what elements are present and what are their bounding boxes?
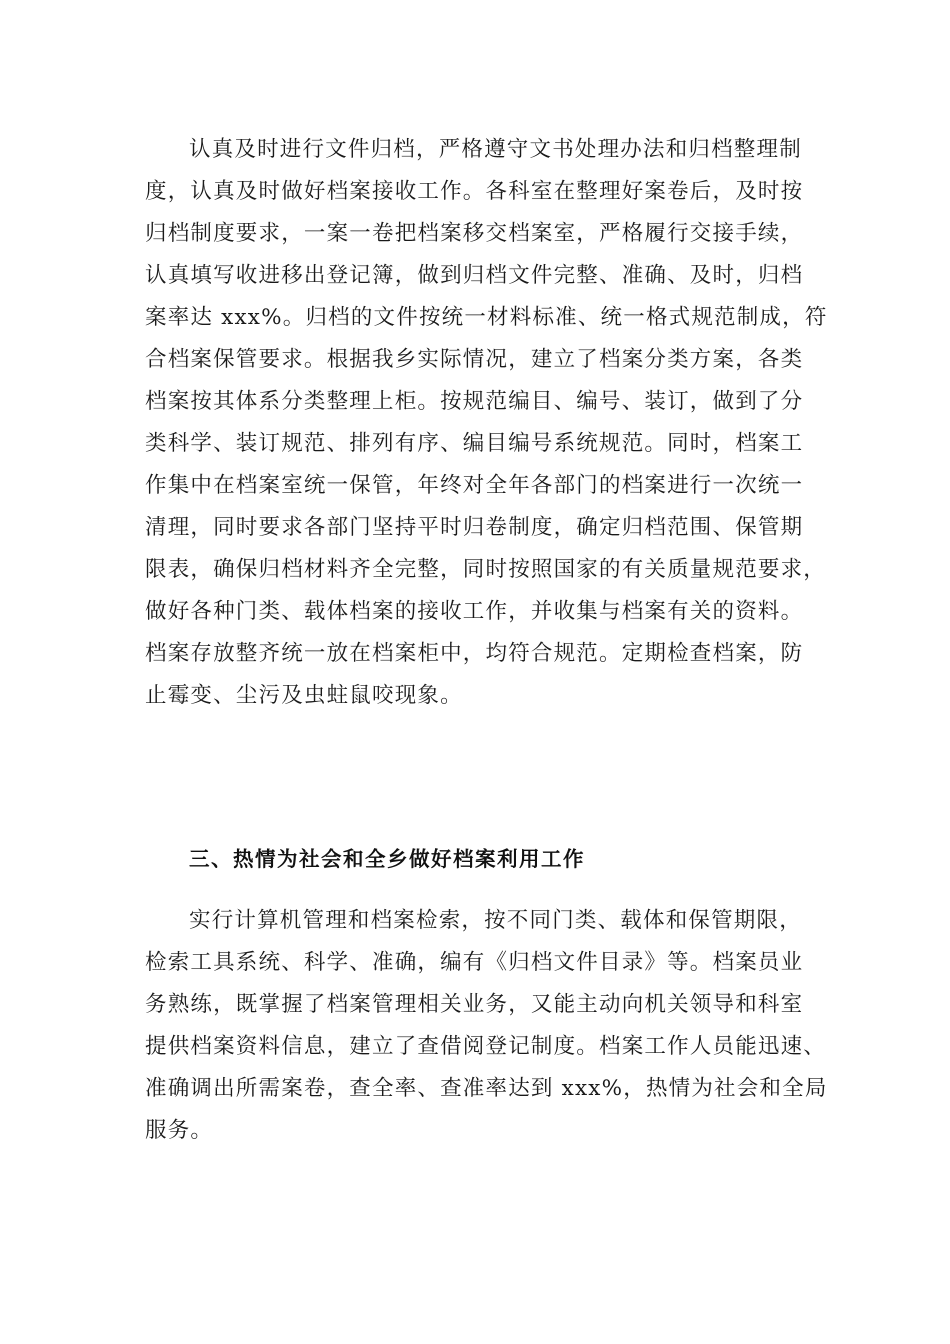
paragraph-line: 案率达 xxx%。归档的文件按统一材料标准、统一格式规范制成，符 <box>145 305 828 330</box>
paragraph-line: 认真填写收进移出登记簿，做到归档文件完整、准确、及时，归档 <box>145 263 804 288</box>
paragraph-line: 认真及时进行文件归档，严格遵守文书处理办法和归档整理制 <box>189 137 802 162</box>
paragraph-line: 度，认真及时做好档案接收工作。各科室在整理好案卷后，及时按 <box>145 179 804 204</box>
paragraph-line: 类科学、装订规范、排列有序、编目编号系统规范。同时，档案工 <box>145 431 804 456</box>
paragraph-line: 档案按其体系分类整理上柜。按规范编目、编号、装订，做到了分 <box>145 389 804 414</box>
paragraph-line: 提供档案资料信息，建立了查借阅登记制度。档案工作人员能迅速、 <box>145 1034 827 1059</box>
paragraph-line: 止霉变、尘污及虫蛀鼠咬现象。 <box>145 683 463 708</box>
paragraph-line: 做好各种门类、载体档案的接收工作，并收集与档案有关的资料。 <box>145 599 804 624</box>
section-heading: 三、热情为社会和全乡做好档案利用工作 <box>189 847 585 871</box>
paragraph-line: 清理，同时要求各部门坚持平时归卷制度，确定归档范围、保管期 <box>145 515 804 540</box>
paragraph-line: 作集中在档案室统一保管，年终对全年各部门的档案进行一次统一 <box>145 473 804 498</box>
paragraph-utilization <box>145 900 828 1152</box>
paragraph-line: 服务。 <box>145 1118 214 1143</box>
paragraph-archiving <box>145 129 828 717</box>
paragraph-line: 准确调出所需案卷，查全率、查准率达到 xxx%，热情为社会和全局 <box>145 1076 828 1101</box>
paragraph-line: 务熟练，既掌握了档案管理相关业务，又能主动向机关领导和科室 <box>145 992 804 1017</box>
paragraph-line: 实行计算机管理和档案检索，按不同门类、载体和保管期限， <box>189 908 802 933</box>
paragraph-line: 合档案保管要求。根据我乡实际情况，建立了档案分类方案，各类 <box>145 347 804 372</box>
paragraph-line: 限表，确保归档材料齐全完整，同时按照国家的有关质量规范要求， <box>145 557 827 582</box>
paragraph-line: 检索工具系统、科学、准确，编有《归档文件目录》等。档案员业 <box>145 950 804 975</box>
paragraph-line: 归档制度要求，一案一卷把档案移交档案室，严格履行交接手续， <box>145 221 804 246</box>
paragraph-line: 档案存放整齐统一放在档案柜中，均符合规范。定期检查档案，防 <box>145 641 804 666</box>
